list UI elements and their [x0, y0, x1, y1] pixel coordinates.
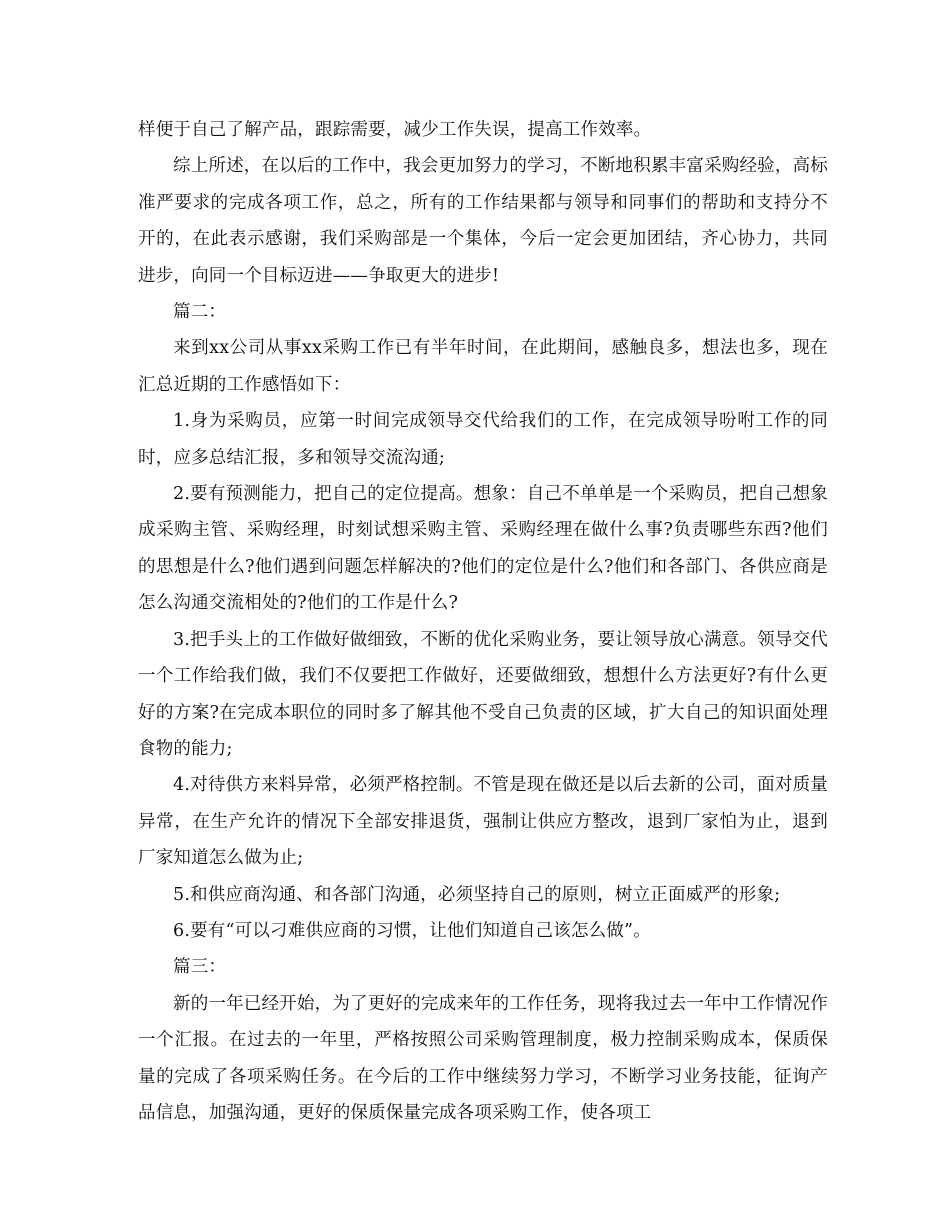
section-heading-3: 篇三：	[173, 957, 227, 978]
list-item-5: 5.和供应商沟通、和各部门沟通，必须坚持自己的原则，树立正面威严的形象;	[173, 884, 781, 905]
document-body	[138, 112, 828, 1131]
paragraph-intro-2: 来到xx公司从事xx采购工作已有半年时间，在此期间，感触良多，想法也多，现在汇总近期的工作感悟如下：	[138, 338, 828, 395]
list-item-6: 6.要有“可以刁难供应商的习惯，让他们知道自己该怎么做”。	[173, 920, 651, 941]
list-item-3: 3.把手头上的工作做好做细致，不断的优化采购业务，要让领导放心满意。领导交代一个工作给我们做，我们不仅要把工作做好，还要做细致，想想什么方法更好?有什么更好的方案?在完成本职位的同时多了解其他不受自己负责的区域，扩大自己的知识面处理食物的能力;	[138, 629, 828, 759]
paragraph-continuation: 样便于自己了解产品，跟踪需要，减少工作失误，提高工作效率。	[138, 120, 652, 140]
list-item-2: 2.要有预测能力，把自己的定位提高。想象：自己不单单是一个采购员，把自己想象成采购主管、采购经理，时刻试想采购主管、采购经理在做什么事?负责哪些东西?他们的思想是什么?他们遇到问题怎样解决的?他们的定位是什么?他们和各部门、各供应商是怎么沟通交流相处的?他们的工作是什么?	[138, 484, 828, 614]
list-item-4: 4.对待供方来料异常，必须严格控制。不管是现在做还是以后去新的公司，面对质量异常，在生产允许的情况下全部安排退货，强制让供应方整改，退到厂家怕为止，退到厂家知道怎么做为止;	[138, 775, 828, 869]
section-heading-2: 篇二：	[173, 302, 227, 323]
paragraph-intro-3: 新的一年已经开始，为了更好的完成来年的工作任务，现将我过去一年中工作情况作一个汇报。在过去的一年里，严格按照公司采购管理制度，极力控制采购成本，保质保量的完成了各项采购任务。在今后的工作中继续努力学习，不断学习业务技能，征询产品信息，加强沟通，更好的保质保量完成各项采购工作，使各项工	[138, 993, 828, 1123]
paragraph-summary: 综上所述，在以后的工作中，我会更加努力的学习，不断地积累丰富采购经验，高标准严要求的完成各项工作，总之，所有的工作结果都与领导和同事们的帮助和支持分不开的，在此表示感谢，我们采购部是一个集体，今后一定会更加团结，齐心协力，共同进步，向同一个目标迈进——争取更大的进步!	[138, 156, 828, 286]
list-item-1: 1.身为采购员，应第一时间完成领导交代给我们的工作，在完成领导吩咐工作的同时，应多总结汇报，多和领导交流沟通;	[138, 411, 828, 468]
